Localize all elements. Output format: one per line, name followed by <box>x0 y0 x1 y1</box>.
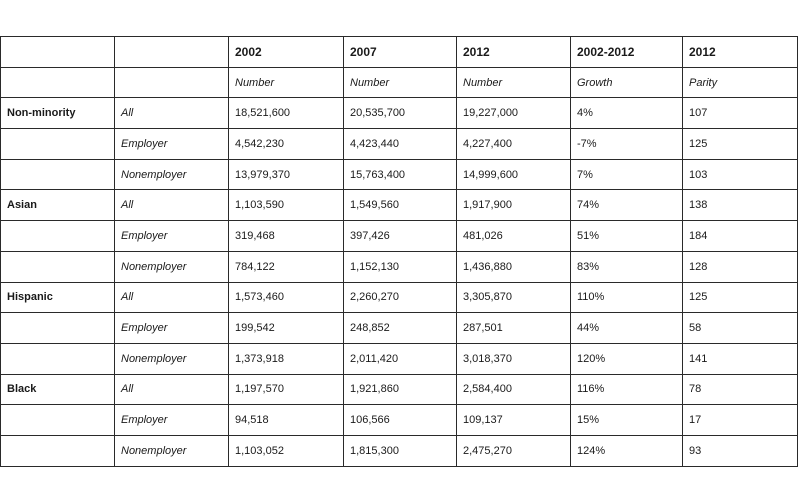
group-label <box>1 435 115 466</box>
table-row <box>1 282 798 313</box>
growth-value: 116% <box>571 374 683 405</box>
value-2012: 2,475,270 <box>457 435 571 466</box>
value-2007: 397,426 <box>344 221 457 252</box>
category-label: All <box>115 282 229 313</box>
header-year-2002: 2002 <box>229 37 344 68</box>
parity-value: 17 <box>683 405 798 436</box>
table-row <box>1 313 798 344</box>
group-label <box>1 405 115 436</box>
category-label: Nonemployer <box>115 251 229 282</box>
value-2012: 109,137 <box>457 405 571 436</box>
growth-value: 15% <box>571 405 683 436</box>
value-2007: 248,852 <box>344 313 457 344</box>
header-year-2007: 2007 <box>344 37 457 68</box>
growth-value: 110% <box>571 282 683 313</box>
parity-value: 58 <box>683 313 798 344</box>
value-2002: 1,373,918 <box>229 343 344 374</box>
value-2002: 319,468 <box>229 221 344 252</box>
value-2002: 4,542,230 <box>229 129 344 160</box>
value-2007: 2,011,420 <box>344 343 457 374</box>
parity-value: 103 <box>683 159 798 190</box>
subheader-parity: Parity <box>683 67 798 98</box>
subheader-cell-blank <box>1 67 115 98</box>
group-label: Hispanic <box>1 282 115 313</box>
value-2012: 19,227,000 <box>457 98 571 129</box>
value-2012: 4,227,400 <box>457 129 571 160</box>
header-row <box>1 37 798 68</box>
table-row <box>1 405 798 436</box>
header-parity-year: 2012 <box>683 37 798 68</box>
subheader-growth: Growth <box>571 67 683 98</box>
header-growth-period: 2002-2012 <box>571 37 683 68</box>
subheader-number: Number <box>229 67 344 98</box>
value-2012: 2,584,400 <box>457 374 571 405</box>
subheader-number: Number <box>344 67 457 98</box>
table-row <box>1 221 798 252</box>
category-label: All <box>115 374 229 405</box>
value-2002: 13,979,370 <box>229 159 344 190</box>
subheader-row <box>1 67 798 98</box>
table-row <box>1 159 798 190</box>
group-label <box>1 251 115 282</box>
value-2002: 94,518 <box>229 405 344 436</box>
category-label: Nonemployer <box>115 435 229 466</box>
value-2012: 287,501 <box>457 313 571 344</box>
business-ownership-table <box>0 36 798 467</box>
category-label: Employer <box>115 129 229 160</box>
group-label <box>1 343 115 374</box>
value-2007: 1,921,860 <box>344 374 457 405</box>
value-2007: 15,763,400 <box>344 159 457 190</box>
table-row <box>1 98 798 129</box>
category-label: Employer <box>115 405 229 436</box>
table-row <box>1 190 798 221</box>
group-label: Non-minority <box>1 98 115 129</box>
group-label <box>1 159 115 190</box>
parity-value: 184 <box>683 221 798 252</box>
category-label: All <box>115 98 229 129</box>
category-label: Employer <box>115 313 229 344</box>
value-2007: 20,535,700 <box>344 98 457 129</box>
growth-value: 51% <box>571 221 683 252</box>
value-2007: 1,815,300 <box>344 435 457 466</box>
category-label: Employer <box>115 221 229 252</box>
parity-value: 125 <box>683 129 798 160</box>
table-row <box>1 374 798 405</box>
value-2002: 1,573,460 <box>229 282 344 313</box>
value-2007: 2,260,270 <box>344 282 457 313</box>
parity-value: 78 <box>683 374 798 405</box>
parity-value: 93 <box>683 435 798 466</box>
parity-value: 141 <box>683 343 798 374</box>
value-2007: 1,549,560 <box>344 190 457 221</box>
category-label: Nonemployer <box>115 343 229 374</box>
value-2012: 3,305,870 <box>457 282 571 313</box>
value-2002: 1,103,052 <box>229 435 344 466</box>
group-label: Black <box>1 374 115 405</box>
parity-value: 107 <box>683 98 798 129</box>
value-2002: 18,521,600 <box>229 98 344 129</box>
parity-value: 128 <box>683 251 798 282</box>
value-2007: 4,423,440 <box>344 129 457 160</box>
growth-value: 120% <box>571 343 683 374</box>
growth-value: 83% <box>571 251 683 282</box>
value-2012: 1,436,880 <box>457 251 571 282</box>
value-2012: 481,026 <box>457 221 571 252</box>
growth-value: 124% <box>571 435 683 466</box>
group-label <box>1 129 115 160</box>
parity-value: 138 <box>683 190 798 221</box>
group-label: Asian <box>1 190 115 221</box>
subheader-number: Number <box>457 67 571 98</box>
growth-value: 7% <box>571 159 683 190</box>
growth-value: -7% <box>571 129 683 160</box>
header-year-2012: 2012 <box>457 37 571 68</box>
header-cell-blank <box>1 37 115 68</box>
category-label: All <box>115 190 229 221</box>
group-label <box>1 313 115 344</box>
value-2012: 14,999,600 <box>457 159 571 190</box>
table-row <box>1 435 798 466</box>
table-row <box>1 343 798 374</box>
value-2007: 1,152,130 <box>344 251 457 282</box>
subheader-cell-blank <box>115 67 229 98</box>
table-row <box>1 129 798 160</box>
value-2002: 1,197,570 <box>229 374 344 405</box>
header-cell-blank <box>115 37 229 68</box>
growth-value: 74% <box>571 190 683 221</box>
growth-value: 44% <box>571 313 683 344</box>
group-label <box>1 221 115 252</box>
value-2007: 106,566 <box>344 405 457 436</box>
value-2002: 1,103,590 <box>229 190 344 221</box>
value-2002: 784,122 <box>229 251 344 282</box>
parity-value: 125 <box>683 282 798 313</box>
table-row <box>1 251 798 282</box>
value-2012: 3,018,370 <box>457 343 571 374</box>
value-2012: 1,917,900 <box>457 190 571 221</box>
growth-value: 4% <box>571 98 683 129</box>
value-2002: 199,542 <box>229 313 344 344</box>
category-label: Nonemployer <box>115 159 229 190</box>
